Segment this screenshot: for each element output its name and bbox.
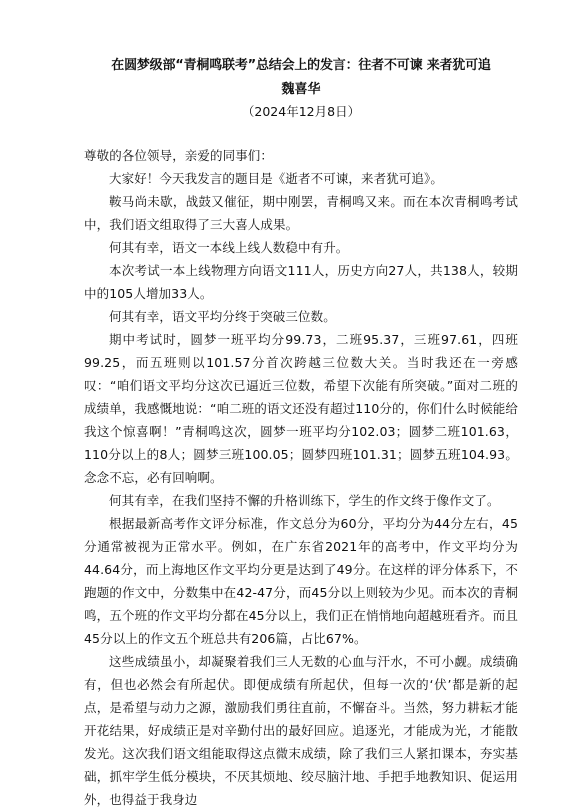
paragraph: 鞍马尚未歇，战鼓又催征，期中刚罢，青桐鸣又来。而在本次青桐鸣考试中，我们语文组取得了三大喜人成果。: [84, 194, 518, 232]
paragraph: 根据最新高考作文评分标准，作文总分为60分，平均分为44分左右，45分通常被视为正常水平。例如，在广东省2021年的高考中，作文平均分为44.64分，而上海地区作文平均分更是达到了49分。在这样的评分体系下，不跑题的作文中，分数集中在42-47分，而45分以上则较为少见。而本次的青桐鸣，五个班的作文平均分都在45分以上，我们正在悄悄地向超越班看齐。而且45分以上的作文五个班总共有206篇，占比67%。: [84, 516, 518, 646]
paragraph: 期中考试时，圆梦一班平均分99.73，二班95.37，三班97.61，四班99.25，而五班则以101.57分首次跨越三位数大关。当时我还在一旁感叹：“咱们语文平均分这次已逼近三位数，希望下次能有所突破。”面对二班的成绩单，我感慨地说：“咱二班的语文还没有超过110分的，你们什么时候能给我这个惊喜啊！”青桐鸣这次，圆梦一班平均分102.03；圆梦二班101.63，110分以上的8人；圆梦三班100.05；圆梦四班101.31；圆梦五班104.93。念念不忘，必有回响啊。: [84, 332, 518, 485]
paragraph: 何其有幸，在我们坚持不懈的升格训练下，学生的作文终于像作文了。: [109, 493, 500, 508]
document-author: 魏喜华: [281, 82, 321, 97]
document-date: （2024年12月8日）: [241, 104, 361, 119]
paragraph: 本次考试一本上线物理方向语文111人，历史方向27人，共138人，较期中的105人增加33人。: [84, 263, 518, 301]
paragraph: 何其有幸，语文一本线上线人数稳中有升。: [109, 240, 349, 255]
document-title: 在圆梦级部“青桐鸣联考”总结会上的发言：往者不可谏 来者犹可追: [111, 58, 491, 73]
paragraph: 何其有幸，语文平均分终于突破三位数。: [109, 309, 336, 324]
salutation: 尊敬的各位领导，亲爱的同事们：: [84, 148, 274, 163]
paragraph: 大家好！今天我发言的题目是《逝者不可谏，来者犹可追》。: [109, 171, 443, 186]
document-body: [84, 144, 518, 811]
paragraph: 这些成绩虽小，却凝聚着我们三人无数的心血与汗水，不可小觑。成绩确有，但也必然会有所起伏。即便成绩有所起伏，但每一次的‘伏’都是新的起点，是希望与动力之源，激励我们勇往直前，不懈奋斗。当然，努力耕耘才能开花结果，好成绩正是对辛勤付出的最好回应。追逐光，才能成为光，才能散发光。这次我们语文组能取得这点微末成绩，除了我们三人紧扣课本，夯实基础，抓牢学生低分模块，不厌其烦地、绞尽脑汁地、手把手地教知识、促运用外，也得益于我身边: [84, 654, 518, 807]
